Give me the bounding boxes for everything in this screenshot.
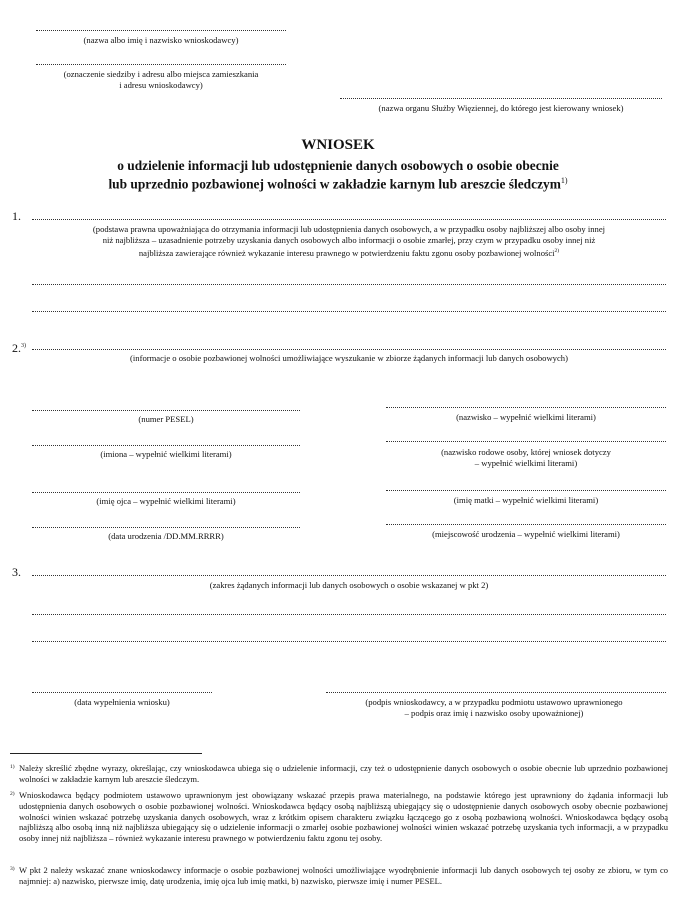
applicant-address-caption-line-1: (oznaczenie siedziby i adresu albo miejsca zamieszkania — [63, 69, 259, 79]
maiden-name-caption-line-2: – wypełnić wielkimi literami) — [474, 458, 578, 468]
footnote-1-text: Należy skreślić zbędne wyrazy, określając, czy wnioskodawca ubiega się o udzielenie informacji, czy też o udostępnienie danych osobowych o osobie obecnie lub uprzednio pozbawionej wolności w zakładzie karnym lub areszcie śledczym. — [19, 763, 668, 784]
pesel-caption: (numer PESEL) — [138, 414, 194, 424]
fill-date-caption: (data wypełnienia wniosku) — [74, 697, 170, 707]
footnote-separator — [10, 753, 202, 754]
maiden-name-field[interactable] — [386, 441, 666, 442]
legal-basis-line-3[interactable] — [32, 311, 666, 312]
footnote-2-ref: 2) — [10, 791, 15, 797]
signature-caption-line-1: (podpis wnioskodawcy, a w przypadku podmiotu ustawowo uprawnionego — [365, 697, 623, 707]
legal-basis-caption-line-3: najbliższa zawierające również wykazanie interesu prawnego w potwierdzeniu faktu zgonu osoby pozbawionej wolności — [138, 247, 555, 258]
father-name-field[interactable] — [32, 492, 300, 493]
legal-basis-line-2[interactable] — [32, 284, 666, 285]
form-subtitle-line-2-text: lub uprzednio pozbawionej wolności w zakładzie karnym lub areszcie śledczym — [108, 176, 561, 192]
footnote-2-text: Wnioskodawca będący podmiotem ustawowo uprawnionym jest obowiązany wskazać przepis prawa materialnego, na podstawie którego jest uprawniony do żądania informacji lub udostępnienia danych osobowych o osobie pozbawionej wolności. Wnioskodawca będący osobą najbliższą ubiegający się o udostępnienie danych osobowych osoby obecnie pozbawionej wolności winien wskazać potrzebę uzyskania danych osobowych, wraz z krótkim opisem charakteru związku łączącego go z osobą pozbawioną wolności. Wnioskodawca będący osobą najbliższą albo osobą inną niż najbliższa ubiegający się o udzielenie informacji o zmarłej osobie pozbawionej wolności winien wskazać potrzebę uzyskania tych informacji, a w przypadku osoby innej niż najbliższa – również wykazanie interesu prawnego w potwierdzeniu faktu zgonu tej osoby. — [19, 790, 668, 844]
footnote-ref-1: 1) — [560, 176, 568, 185]
fill-date-field[interactable] — [32, 692, 212, 693]
footnote-3 — [10, 865, 668, 887]
organ-name-caption: (nazwa organu Służby Więziennej, do którego jest kierowany wniosek) — [378, 103, 624, 113]
person-info-line[interactable] — [32, 349, 666, 350]
footnote-1 — [10, 763, 668, 785]
applicant-address-caption-line-2: i adresu wnioskodawcy) — [119, 80, 203, 90]
person-info-caption: (informacje o osobie pozbawionej wolności umożliwiające wyszukanie w zbiorze żądanych informacji lub danych osobowych) — [130, 353, 568, 363]
footnote-1-ref: 1) — [10, 764, 15, 770]
section-2-number-text: 2. — [12, 341, 21, 355]
footnote-ref-2: 2) — [554, 248, 560, 254]
applicant-address-line[interactable] — [36, 64, 286, 65]
applicant-address-caption — [36, 69, 286, 91]
footnote-ref-3: 3) — [21, 343, 26, 349]
applicant-name-line[interactable] — [36, 30, 286, 31]
section-3-number: 3. — [12, 565, 21, 579]
legal-basis-line[interactable] — [32, 219, 666, 220]
scope-line-2[interactable] — [32, 614, 666, 615]
birth-date-field[interactable] — [32, 527, 300, 528]
applicant-name-caption: (nazwa albo imię i nazwisko wnioskodawcy) — [83, 35, 239, 45]
maiden-name-caption — [386, 447, 666, 469]
form-subtitle-line-2 — [0, 176, 676, 192]
mother-name-field[interactable] — [386, 490, 666, 491]
surname-field[interactable] — [386, 407, 666, 408]
signature-field[interactable] — [326, 692, 666, 693]
birthplace-field[interactable] — [386, 524, 666, 525]
footnote-3-ref: 3) — [10, 866, 15, 872]
first-names-field[interactable] — [32, 445, 300, 446]
organ-name-line[interactable] — [340, 98, 662, 99]
legal-basis-caption-line-1: (podstawa prawna upoważniająca do otrzymania informacji lub udostępnienia danych osobowych, a w przypadku osoby najbliższej albo osoby innej — [92, 224, 606, 234]
form-title: WNIOSEK — [301, 137, 375, 153]
legal-basis-caption — [28, 224, 670, 259]
scope-line-3[interactable] — [32, 641, 666, 642]
footnote-2 — [10, 790, 668, 844]
signature-caption — [316, 697, 672, 719]
pesel-field[interactable] — [32, 410, 300, 411]
scope-line[interactable] — [32, 575, 666, 576]
signature-caption-line-2: – podpis oraz imię i nazwisko osoby upoważnionej) — [404, 708, 584, 718]
section-2-number — [12, 341, 26, 356]
footnote-3-text: W pkt 2 należy wskazać znane wnioskodawcy informacje o osobie pozbawionej wolności umożliwiające wyodrębnienie informacji lub danych osobowych tej osoby ze zbioru, w tym co najmniej: a) nazwisko, pierwsze imię, datę urodzenia, imię ojca lub imię matki, b) nazwisko, pierwsze imię i numer PESEL. — [19, 865, 668, 886]
scope-caption: (zakres żądanych informacji lub danych osobowych o osobie wskazanej w pkt 2) — [209, 580, 489, 590]
section-1-number: 1. — [12, 209, 21, 223]
surname-caption: (nazwisko – wypełnić wielkimi literami) — [456, 412, 596, 422]
father-name-caption: (imię ojca – wypełnić wielkimi literami) — [96, 496, 236, 506]
first-names-caption: (imiona – wypełnić wielkimi literami) — [100, 449, 232, 459]
legal-basis-caption-line-2: niż najbliższa – uzasadnienie potrzeby uzyskania danych osobowych albo informacji o osobie zmarłej, przy czym w przypadku osoby innej niż — [102, 235, 596, 245]
birthplace-caption: (miejscowość urodzenia – wypełnić wielkimi literami) — [432, 529, 620, 539]
mother-name-caption: (imię matki – wypełnić wielkimi literami) — [453, 495, 599, 505]
birth-date-caption: (data urodzenia /DD.MM.RRRR) — [108, 531, 224, 541]
form-subtitle-line-1: o udzielenie informacji lub udostępnienie danych osobowych o osobie obecnie — [117, 158, 559, 173]
maiden-name-caption-line-1: (nazwisko rodowe osoby, której wniosek dotyczy — [441, 447, 611, 457]
